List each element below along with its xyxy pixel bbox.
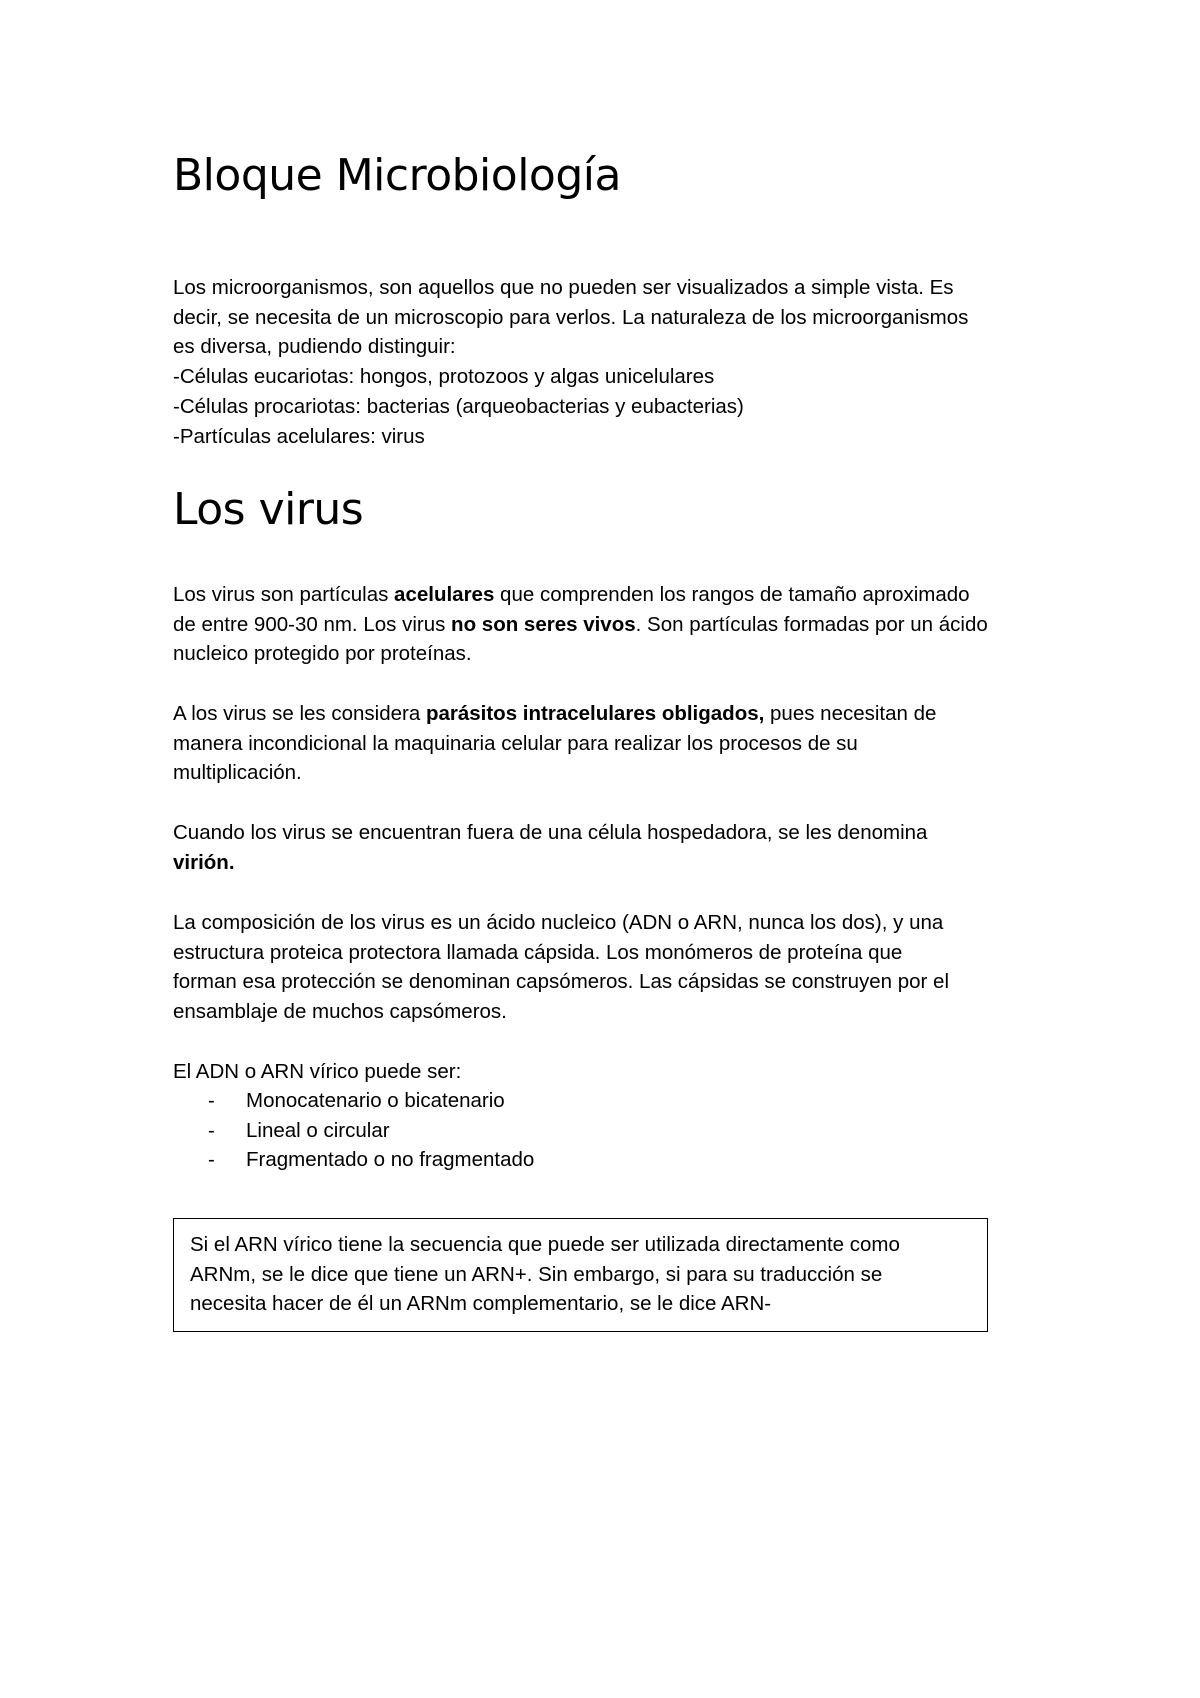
paragraph-line: ensamblaje de muchos capsómeros. [173,1000,507,1024]
bold-term-parasites: parásitos intracelulares obligados, [425,702,765,725]
text-run: que comprenden los rangos de tamaño aproximado [494,583,970,606]
bold-term-acelulares: acelulares [394,583,495,606]
note-line: ARNm, se le dice que tiene un ARN+. Sin embargo, si para su traducción se [190,1262,883,1286]
paragraph-line [173,610,1053,640]
note-line: Si el ARN vírico tiene la secuencia que puede ser utilizada directamente como [190,1233,900,1256]
list-item [208,1145,534,1175]
paragraph-line: El ADN o ARN vírico puede ser: [173,1060,462,1083]
list-item-text: Fragmentado o no fragmentado [246,1148,535,1172]
note-text [190,1230,900,1319]
section-title-virus: Los virus [173,484,364,535]
text-run: pues necesitan de [764,702,937,725]
composition-paragraph [173,908,1053,1027]
paragraph-line: Cuando los virus se encuentran fuera de una célula hospedadora, se les denomina [173,821,928,844]
virus-definition-paragraph [173,580,1053,669]
intro-line: decir, se necesita de un microscopio para verlos. La naturaleza de los microorganismos [173,305,969,329]
list-item-text: Lineal o circular [246,1118,390,1142]
intro-line: Los microorganismos, son aquellos que no pueden ser visualizados a simple vista. Es [173,276,954,299]
bold-term-virion: virión. [173,850,235,874]
list-dash: - [208,1089,215,1112]
paragraph-line [173,580,1053,610]
intro-line-eukaryotes: -Células eucariotas: hongos, protozoos y algas unicelulares [173,365,715,389]
parasites-paragraph [173,699,1053,788]
text-run: . Son partículas formadas por un ácido [635,612,988,636]
bold-term-not-living: no son seres vivos [451,612,636,636]
intro-line-prokaryotes: -Células procariotas: bacterias (arqueobacterias y eubacterias) [173,394,744,418]
list-item-text: Monocatenario o bicatenario [246,1089,505,1112]
paragraph-line: forman esa protección se denominan capsómeros. Las cápsidas se construyen por el [173,970,950,994]
paragraph-line: La composición de los virus es un ácido nucleico (ADN o ARN, nunca los dos), y una [173,911,944,934]
list-dash: - [208,1118,215,1142]
document-title: Bloque Microbiología [173,150,621,201]
virion-paragraph [173,818,1053,877]
text-run: A los virus se les considera [173,702,426,725]
paragraph-line: nucleico protegido por proteínas. [173,642,472,666]
paragraph-line: multiplicación. [173,761,302,785]
intro-line-acellular: -Partículas acelulares: virus [173,424,425,448]
text-run: de entre 900-30 nm. Los virus [173,612,452,636]
arn-note-box [173,1218,988,1332]
note-line: necesita hacer de él un ARNm complementario, se le dice ARN- [190,1292,772,1316]
genome-types-list [208,1086,534,1175]
paragraph-line: manera incondicional la maquinaria celular para realizar los procesos de su [173,731,858,755]
intro-line: es diversa, pudiendo distinguir: [173,335,456,359]
intro-paragraph [173,273,1053,451]
list-dash: - [208,1148,215,1172]
paragraph-line [173,699,1053,729]
genome-types-intro [173,1057,1053,1087]
list-item [208,1086,534,1116]
paragraph-line: estructura proteica protectora llamada cápsida. Los monómeros de proteína que [173,940,903,964]
list-item [208,1116,534,1146]
text-run: Los virus son partículas [173,583,395,606]
